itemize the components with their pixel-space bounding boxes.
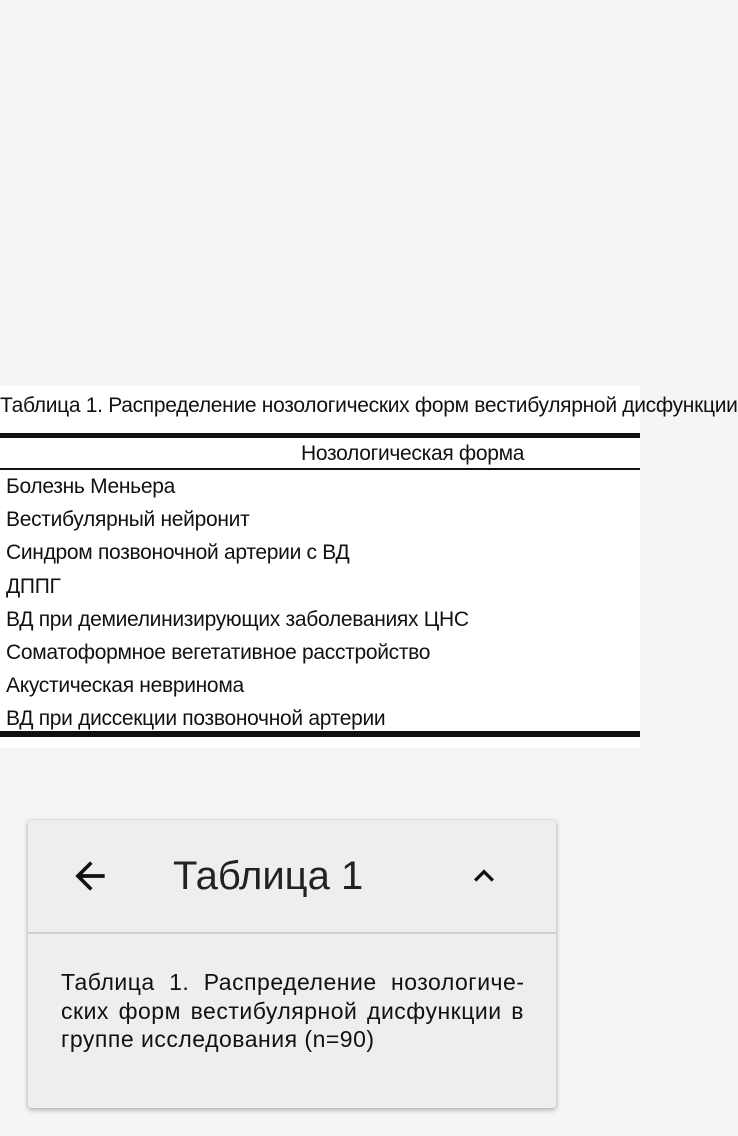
table-row: Синдром позвоночной артерии с ВД: [6, 541, 350, 565]
table-caption: Таблица 1. Распределение нозологических форм вестибулярной дисфункции: [0, 394, 738, 417]
table-row: ВД при демиелинизирующих заболеваниях ЦНС: [6, 607, 469, 631]
sheet-description: Таблица 1. Распределение нозологических форм вестибулярной дисфункции в группе исследования (n=90): [61, 969, 524, 1052]
table-row: Болезнь Меньера: [6, 475, 175, 498]
collapse-button[interactable]: [458, 850, 510, 902]
table-header-rule: [0, 468, 640, 470]
table-row: Акустическая невринома: [6, 674, 244, 698]
table-info-sheet: [28, 820, 556, 1108]
table-row: ДППГ: [6, 574, 61, 598]
table-rows: [6, 473, 469, 739]
table-row: Вестибулярный нейронит: [6, 508, 250, 532]
table-row: ВД при диссекции позвоночной артерии: [6, 707, 386, 731]
sheet-title: Таблица 1: [173, 854, 364, 898]
back-button[interactable]: [64, 850, 116, 902]
sheet-header: [28, 820, 556, 934]
arrow-left-icon: [68, 854, 112, 898]
table-row: Соматоформное вегетативное расстройство: [6, 640, 431, 664]
chevron-up-icon: [464, 856, 504, 896]
table-top-rule: [0, 433, 640, 438]
table-image[interactable]: [0, 386, 738, 748]
table-bottom-rule: [0, 731, 640, 737]
table-column-header: Нозологическая форма: [301, 442, 525, 465]
